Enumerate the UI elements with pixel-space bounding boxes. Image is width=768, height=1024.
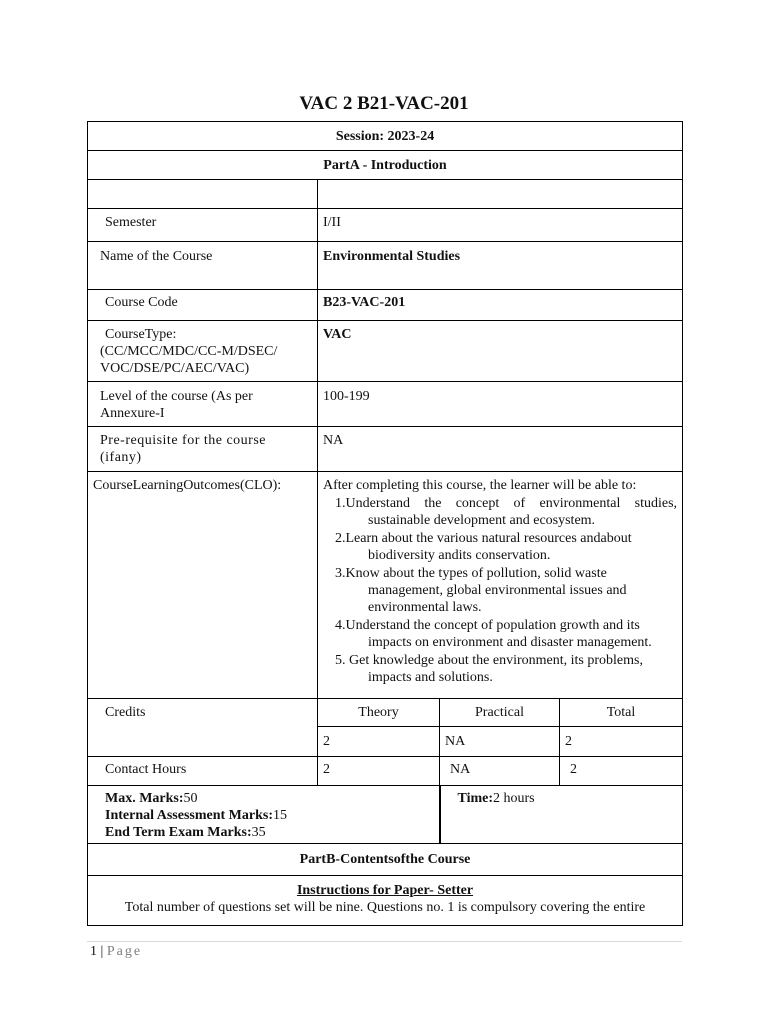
- clo-content-cell: [318, 472, 683, 699]
- clo-item: 3.Know about the types of pollution, solid waste management, global environmental issues and environmental laws.: [335, 566, 627, 615]
- course-code-label: Course Code: [105, 295, 178, 310]
- credits-practical-value: NA: [445, 734, 466, 749]
- prereq-label-line-2: (ifany): [100, 450, 142, 465]
- level-label-cell: [88, 382, 318, 427]
- course-type-label: CourseType:: [105, 327, 177, 342]
- course-name-value: Environmental Studies: [323, 249, 461, 264]
- level-label-line-2: Annexure-I: [100, 406, 165, 421]
- max-marks: Max. Marks:50: [105, 791, 198, 806]
- course-type-options-line-2: VOC/DSE/PC/AEC/VAC): [100, 361, 250, 376]
- semester-label-cell: [88, 209, 318, 242]
- clo-item: 1.Understand the concept of environmental studies, sustainable development and ecosystem.: [335, 496, 678, 528]
- prereq-value: NA: [323, 433, 344, 448]
- footer-rule: [87, 941, 682, 942]
- level-label-line-1: Level of the course (As per: [100, 389, 253, 404]
- credits-total-header: [560, 699, 683, 727]
- contact-hours-theory: 2: [323, 762, 330, 777]
- contact-hours-practical-cell: [440, 757, 560, 786]
- theory-header: Theory: [358, 705, 399, 720]
- course-code-value-cell: [318, 290, 683, 321]
- part-b-cell: [88, 844, 683, 876]
- credits-theory-header: [318, 699, 440, 727]
- page-footer: [90, 944, 142, 960]
- credits-practical-value-cell: [440, 727, 560, 757]
- footer-separator: |: [97, 944, 107, 959]
- credits-total-value: 2: [565, 734, 572, 749]
- clo-item: 2.Learn about the various natural resources andabout biodiversity andits conservation.: [335, 531, 632, 563]
- part-a-cell: [88, 151, 683, 180]
- contact-hours-label-cell: [88, 757, 318, 786]
- page-number: 1: [90, 944, 97, 959]
- credits-total-value-cell: [560, 727, 683, 757]
- course-code-value: B23-VAC-201: [323, 295, 406, 310]
- part-b-heading: PartB-Contentsofthe Course: [299, 852, 471, 867]
- marks-cell: [88, 786, 440, 844]
- prereq-value-cell: [318, 427, 683, 472]
- level-value: 100-199: [323, 389, 370, 404]
- clo-item: 5. Get knowledge about the environment, its problems, impacts and solutions.: [335, 653, 643, 685]
- empty-cell: [88, 180, 318, 209]
- empty-cell: [318, 180, 683, 209]
- end-term-marks: End Term Exam Marks:35: [105, 825, 266, 840]
- credits-label-cell: [88, 699, 318, 757]
- clo-label: CourseLearningOutcomes(CLO):: [93, 478, 282, 493]
- clo-intro: After completing this course, the learner will be able to:: [323, 478, 637, 493]
- credits-theory-value: 2: [323, 734, 330, 749]
- page-label: Page: [106, 944, 143, 959]
- credits-label: Credits: [105, 705, 146, 720]
- instructions-text: Total number of questions set will be nine. Questions no. 1 is compulsory covering the entire: [124, 900, 646, 915]
- course-table: [87, 121, 683, 926]
- contact-hours-label: Contact Hours: [105, 762, 187, 777]
- course-name-label: Name of the Course: [100, 249, 213, 264]
- practical-header: Practical: [475, 705, 524, 720]
- contact-hours-total-cell: [560, 757, 683, 786]
- semester-value: I/II: [323, 215, 341, 230]
- document-title: VAC 2 B21-VAC-201: [299, 93, 469, 114]
- contact-hours-practical: NA: [450, 762, 471, 777]
- session-text: Session: 2023-24: [335, 128, 435, 144]
- contact-hours-total: 2: [570, 762, 577, 777]
- semester-label: Semester: [105, 215, 157, 230]
- clo-item: 4.Understand the concept of population growth and its impacts on environment and disaster management.: [335, 618, 652, 650]
- course-type-label-cell: [88, 321, 318, 382]
- course-type-options-line-1: (CC/MCC/MDC/CC-M/DSEC/: [100, 344, 278, 359]
- prereq-label-cell: [88, 427, 318, 472]
- course-name-value-cell: [318, 242, 683, 290]
- semester-value-cell: [318, 209, 683, 242]
- instructions-cell: [88, 876, 683, 926]
- level-value-cell: [318, 382, 683, 427]
- prereq-label-line-1: Pre-requisite for the course: [100, 433, 266, 448]
- contact-hours-theory-cell: [318, 757, 440, 786]
- time: Time:2 hours: [457, 791, 535, 806]
- credits-theory-value-cell: [318, 727, 440, 757]
- course-type-value-cell: [318, 321, 683, 382]
- part-a-heading: PartA - Introduction: [323, 157, 447, 173]
- clo-list: [323, 495, 677, 686]
- internal-marks: Internal Assessment Marks:15: [105, 808, 287, 823]
- total-header: Total: [606, 705, 636, 720]
- clo-label-cell: [88, 472, 318, 699]
- session-cell: [88, 122, 683, 151]
- course-type-value: VAC: [323, 327, 352, 342]
- course-name-label-cell: [88, 242, 318, 290]
- course-code-label-cell: [88, 290, 318, 321]
- credits-practical-header: [440, 699, 560, 727]
- time-cell: [440, 786, 683, 844]
- instructions-heading: Instructions for Paper- Setter: [296, 883, 474, 898]
